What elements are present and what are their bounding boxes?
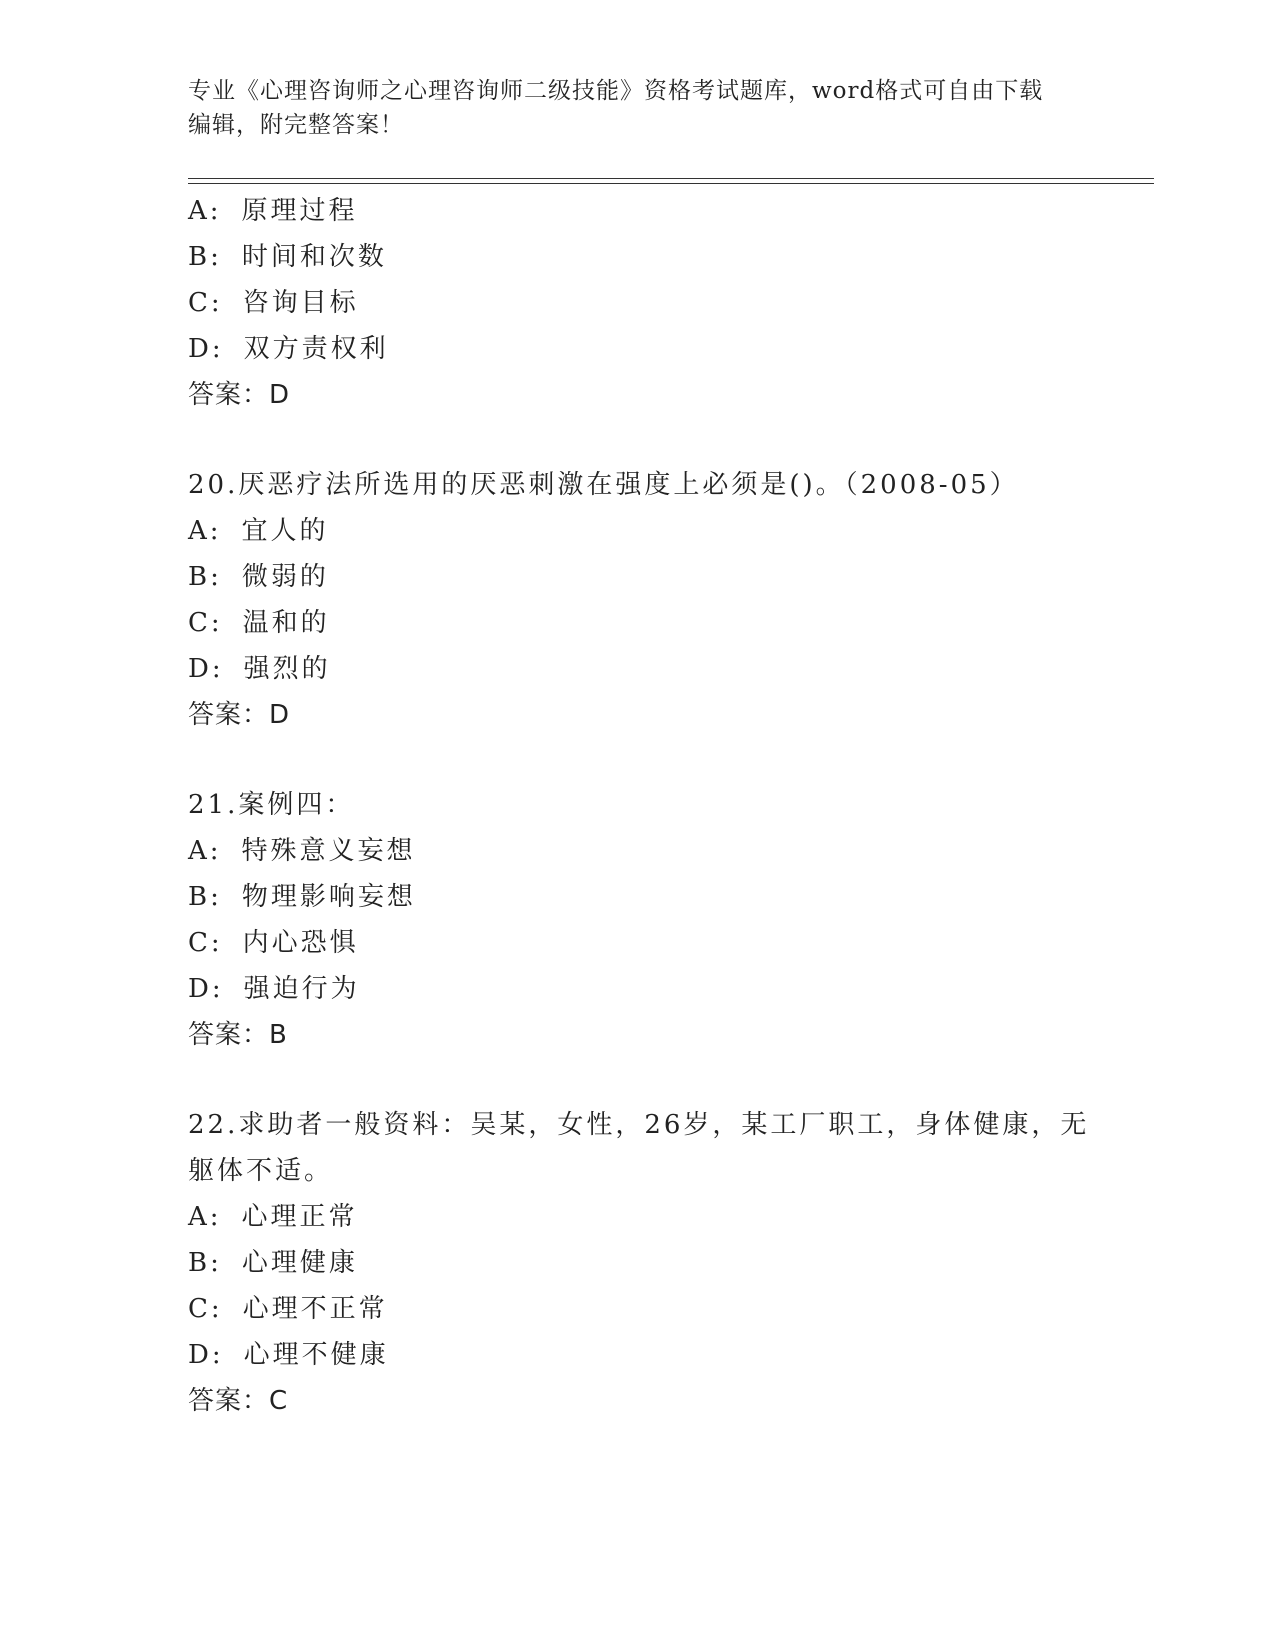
option-c xyxy=(188,920,1088,966)
question-block-21 xyxy=(188,782,1088,1058)
option-text: 温和的 xyxy=(242,608,330,638)
option-key: B: xyxy=(188,562,222,592)
question-block-19 xyxy=(188,188,1088,418)
answer-line: 答案：B xyxy=(188,1020,288,1050)
option-text: 心理不正常 xyxy=(242,1294,388,1324)
question-text: 20.厌恶疗法所选用的厌恶刺激在强度上必须是()。（2008-05） xyxy=(188,470,1019,500)
spacer xyxy=(188,1058,1088,1102)
answer-line: 答案：D xyxy=(188,700,291,730)
option-b xyxy=(188,1240,1088,1286)
option-d xyxy=(188,966,1088,1012)
option-text: 时间和次数 xyxy=(241,242,387,272)
option-text: 心理不健康 xyxy=(243,1340,389,1370)
question-text-line-1: 22.求助者一般资料：吴某，女性，26岁，某工厂职工，身体健康，无 xyxy=(188,1110,1090,1140)
spacer xyxy=(188,738,1088,782)
header-divider-bottom xyxy=(188,183,1154,184)
option-key: D: xyxy=(188,1340,224,1370)
option-a xyxy=(188,188,1088,234)
option-text: 内心恐惧 xyxy=(242,928,359,958)
option-key: C: xyxy=(188,288,223,318)
option-key: D: xyxy=(188,974,224,1004)
option-a xyxy=(188,508,1088,554)
option-text: 微弱的 xyxy=(241,562,329,592)
option-a xyxy=(188,828,1088,874)
option-c xyxy=(188,280,1088,326)
option-key: B: xyxy=(188,1248,222,1278)
option-b xyxy=(188,234,1088,280)
header-line-2: 编辑，附完整答案！ xyxy=(188,112,404,138)
question-list xyxy=(188,188,1088,1424)
option-b xyxy=(188,874,1088,920)
question-text-line-2: 躯体不适。 xyxy=(188,1156,334,1186)
option-text: 物理影响妄想 xyxy=(241,882,416,912)
option-text: 宜人的 xyxy=(241,516,329,546)
option-text: 双方责权利 xyxy=(243,334,389,364)
header-line-1: 专业《心理咨询师之心理咨询师二级技能》资格考试题库，word格式可自由下载 xyxy=(188,78,1044,104)
header-divider-top xyxy=(188,178,1154,179)
option-d xyxy=(188,326,1088,372)
option-key: B: xyxy=(188,242,222,272)
document-header xyxy=(188,74,1088,142)
option-key: C: xyxy=(188,1294,223,1324)
question-text: 21.案例四： xyxy=(188,790,355,820)
option-key: D: xyxy=(188,654,224,684)
option-a xyxy=(188,1194,1088,1240)
option-key: A: xyxy=(188,1202,222,1232)
option-key: A: xyxy=(188,196,222,226)
option-d xyxy=(188,646,1088,692)
option-text: 强烈的 xyxy=(243,654,331,684)
option-text: 强迫行为 xyxy=(243,974,360,1004)
option-c xyxy=(188,600,1088,646)
option-text: 特殊意义妄想 xyxy=(241,836,416,866)
option-key: C: xyxy=(188,928,223,958)
option-c xyxy=(188,1286,1088,1332)
option-key: D: xyxy=(188,334,224,364)
option-text: 原理过程 xyxy=(241,196,358,226)
option-b xyxy=(188,554,1088,600)
option-text: 心理健康 xyxy=(241,1248,358,1278)
option-key: C: xyxy=(188,608,223,638)
question-block-22 xyxy=(188,1102,1088,1424)
option-key: A: xyxy=(188,836,222,866)
option-key: A: xyxy=(188,516,222,546)
option-text: 咨询目标 xyxy=(242,288,359,318)
option-text: 心理正常 xyxy=(241,1202,358,1232)
question-block-20 xyxy=(188,462,1088,738)
answer-line: 答案：D xyxy=(188,380,291,410)
option-d xyxy=(188,1332,1088,1378)
option-key: B: xyxy=(188,882,222,912)
spacer xyxy=(188,418,1088,462)
answer-line: 答案：C xyxy=(188,1386,289,1416)
